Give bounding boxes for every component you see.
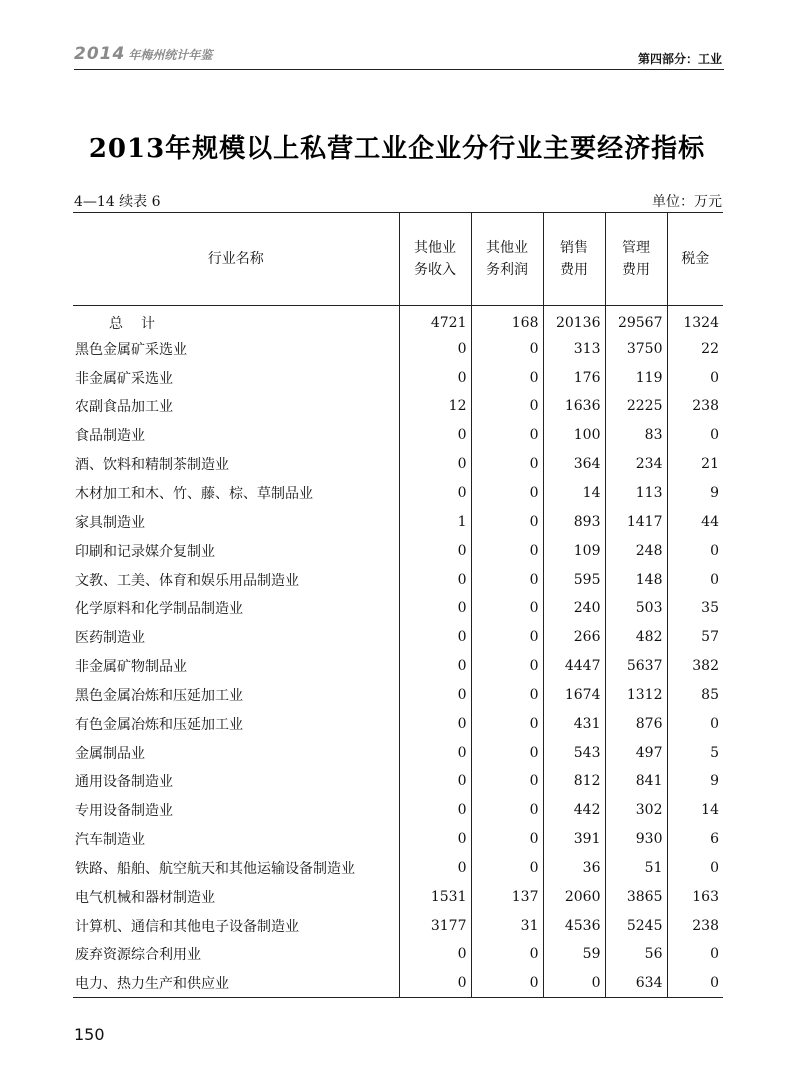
industry-name-cell: 非金属矿物制品业 bbox=[75, 659, 187, 676]
value-cell: 0 bbox=[667, 363, 723, 392]
table-row bbox=[73, 652, 723, 681]
table-row bbox=[73, 969, 723, 998]
value-cell: 109 bbox=[543, 536, 605, 565]
value-cell: 0 bbox=[399, 854, 471, 883]
value-cell: 1531 bbox=[399, 882, 471, 911]
column-header: 税金 bbox=[667, 213, 723, 306]
value-cell: 0 bbox=[471, 421, 543, 450]
value-cell: 238 bbox=[667, 911, 723, 940]
value-cell: 0 bbox=[471, 854, 543, 883]
value-cell: 59 bbox=[543, 940, 605, 969]
value-cell: 0 bbox=[471, 450, 543, 479]
value-cell: 137 bbox=[471, 882, 543, 911]
value-cell: 234 bbox=[605, 450, 667, 479]
value-cell: 0 bbox=[471, 796, 543, 825]
value-cell: 44 bbox=[667, 507, 723, 536]
value-cell: 3750 bbox=[605, 334, 667, 363]
value-cell: 364 bbox=[543, 450, 605, 479]
value-cell: 4536 bbox=[543, 911, 605, 940]
statistics-table bbox=[73, 212, 723, 998]
table-row-total bbox=[73, 306, 723, 335]
value-cell: 0 bbox=[399, 652, 471, 681]
column-header: 行业名称 bbox=[73, 213, 399, 306]
value-cell: 0 bbox=[399, 680, 471, 709]
value-cell: 0 bbox=[667, 940, 723, 969]
value-cell: 0 bbox=[471, 825, 543, 854]
industry-name-cell: 食品制造业 bbox=[75, 428, 145, 445]
value-cell: 313 bbox=[543, 334, 605, 363]
value-cell: 0 bbox=[399, 825, 471, 854]
industry-name-cell: 文教、工美、体育和娱乐用品制造业 bbox=[75, 572, 299, 589]
value-cell: 0 bbox=[543, 969, 605, 998]
value-cell: 2060 bbox=[543, 882, 605, 911]
industry-name-cell: 电气机械和器材制造业 bbox=[75, 889, 215, 906]
value-cell: 503 bbox=[605, 594, 667, 623]
value-cell: 51 bbox=[605, 854, 667, 883]
value-cell: 113 bbox=[605, 479, 667, 508]
value-cell: 0 bbox=[471, 767, 543, 796]
table-row bbox=[73, 854, 723, 883]
value-cell: 0 bbox=[399, 565, 471, 594]
value-cell: 163 bbox=[667, 882, 723, 911]
table-row bbox=[73, 940, 723, 969]
table-header-row bbox=[73, 213, 723, 306]
value-cell: 31 bbox=[471, 911, 543, 940]
table-row bbox=[73, 594, 723, 623]
table-row bbox=[73, 680, 723, 709]
value-cell: 2225 bbox=[605, 392, 667, 421]
table-row bbox=[73, 911, 723, 940]
value-cell: 119 bbox=[605, 363, 667, 392]
value-cell: 1312 bbox=[605, 680, 667, 709]
industry-name-cell: 废弃资源综合利用业 bbox=[75, 947, 201, 964]
table-row bbox=[73, 709, 723, 738]
industry-name-cell: 铁路、船舶、航空航天和其他运输设备制造业 bbox=[75, 860, 355, 877]
value-cell: 812 bbox=[543, 767, 605, 796]
industry-name-cell: 专用设备制造业 bbox=[75, 803, 173, 820]
value-cell: 240 bbox=[543, 594, 605, 623]
statistics-table-container bbox=[73, 212, 723, 998]
value-cell: 0 bbox=[399, 334, 471, 363]
yearbook-name: 年梅州统计年鉴 bbox=[128, 48, 213, 62]
industry-name-cell: 金属制品业 bbox=[75, 745, 145, 762]
value-cell: 930 bbox=[605, 825, 667, 854]
industry-name-cell: 家具制造业 bbox=[75, 514, 145, 531]
value-cell: 5637 bbox=[605, 652, 667, 681]
value-cell: 1636 bbox=[543, 392, 605, 421]
value-cell: 21 bbox=[667, 450, 723, 479]
value-cell: 0 bbox=[471, 392, 543, 421]
table-row bbox=[73, 421, 723, 450]
industry-name-cell: 印刷和记录媒介复制业 bbox=[75, 543, 215, 560]
value-cell: 5245 bbox=[605, 911, 667, 940]
value-cell: 841 bbox=[605, 767, 667, 796]
value-cell: 176 bbox=[543, 363, 605, 392]
table-row bbox=[73, 450, 723, 479]
value-cell: 1 bbox=[399, 507, 471, 536]
value-cell: 1674 bbox=[543, 680, 605, 709]
value-cell: 0 bbox=[399, 450, 471, 479]
value-cell: 0 bbox=[471, 652, 543, 681]
value-cell: 391 bbox=[543, 825, 605, 854]
value-cell: 0 bbox=[399, 421, 471, 450]
value-cell: 0 bbox=[399, 363, 471, 392]
table-row bbox=[73, 882, 723, 911]
table-row bbox=[73, 565, 723, 594]
value-cell: 0 bbox=[399, 479, 471, 508]
value-cell: 0 bbox=[667, 969, 723, 998]
header-divider bbox=[74, 69, 724, 70]
table-row bbox=[73, 623, 723, 652]
industry-name-cell: 电力、热力生产和供应业 bbox=[73, 969, 399, 998]
value-cell: 9 bbox=[667, 479, 723, 508]
industry-name-cell: 农副食品加工业 bbox=[75, 399, 173, 416]
value-cell: 266 bbox=[543, 623, 605, 652]
value-cell: 0 bbox=[667, 709, 723, 738]
value-cell: 100 bbox=[543, 421, 605, 450]
value-cell: 0 bbox=[399, 940, 471, 969]
value-cell: 0 bbox=[399, 623, 471, 652]
value-cell: 3177 bbox=[399, 911, 471, 940]
value-cell: 0 bbox=[667, 565, 723, 594]
value-cell: 0 bbox=[471, 363, 543, 392]
table-row bbox=[73, 738, 723, 767]
industry-name-cell: 黑色金属矿采选业 bbox=[75, 341, 187, 358]
value-cell: 876 bbox=[605, 709, 667, 738]
value-cell: 35 bbox=[667, 594, 723, 623]
value-cell: 57 bbox=[667, 623, 723, 652]
table-row bbox=[73, 796, 723, 825]
value-cell: 0 bbox=[471, 594, 543, 623]
value-cell: 0 bbox=[471, 479, 543, 508]
industry-name-cell: 计算机、通信和其他电子设备制造业 bbox=[75, 918, 299, 935]
value-cell: 0 bbox=[399, 709, 471, 738]
value-cell: 0 bbox=[471, 334, 543, 363]
value-cell: 0 bbox=[399, 767, 471, 796]
value-cell: 85 bbox=[667, 680, 723, 709]
industry-name-cell: 化学原料和化学制品制造业 bbox=[75, 601, 243, 618]
table-row bbox=[73, 479, 723, 508]
value-cell: 29567 bbox=[605, 306, 667, 335]
value-cell: 0 bbox=[399, 796, 471, 825]
table-code: 4—14 续表 6 bbox=[74, 194, 161, 210]
industry-name-cell: 通用设备制造业 bbox=[75, 774, 173, 791]
value-cell: 0 bbox=[399, 594, 471, 623]
value-cell: 248 bbox=[605, 536, 667, 565]
unit-label: 单位：万元 bbox=[652, 194, 722, 210]
industry-name-cell: 汽车制造业 bbox=[75, 832, 145, 849]
column-header: 其他业 务收入 bbox=[399, 213, 471, 306]
value-cell: 22 bbox=[667, 334, 723, 363]
value-cell: 9 bbox=[667, 767, 723, 796]
industry-name-cell: 非金属矿采选业 bbox=[75, 370, 173, 387]
table-row bbox=[73, 334, 723, 363]
column-header: 销售 费用 bbox=[543, 213, 605, 306]
value-cell: 0 bbox=[471, 709, 543, 738]
value-cell: 0 bbox=[399, 536, 471, 565]
value-cell: 497 bbox=[605, 738, 667, 767]
value-cell: 0 bbox=[667, 536, 723, 565]
value-cell: 634 bbox=[605, 969, 667, 998]
value-cell: 168 bbox=[471, 306, 543, 335]
industry-name-cell: 黑色金属冶炼和压延加工业 bbox=[75, 687, 243, 704]
value-cell: 0 bbox=[471, 623, 543, 652]
page-title: 2013年规模以上私营工业企业分行业主要经济指标 bbox=[88, 134, 706, 164]
industry-name-cell: 医药制造业 bbox=[75, 630, 145, 647]
value-cell: 3865 bbox=[605, 882, 667, 911]
value-cell: 4447 bbox=[543, 652, 605, 681]
value-cell: 6 bbox=[667, 825, 723, 854]
page-number: 150 bbox=[74, 1025, 105, 1044]
value-cell: 0 bbox=[471, 940, 543, 969]
yearbook-header bbox=[74, 44, 212, 64]
value-cell: 482 bbox=[605, 623, 667, 652]
value-cell: 0 bbox=[471, 738, 543, 767]
section-label: 第四部分：工业 bbox=[637, 52, 722, 66]
value-cell: 0 bbox=[399, 969, 471, 998]
value-cell: 0 bbox=[399, 738, 471, 767]
value-cell: 14 bbox=[543, 479, 605, 508]
value-cell: 1417 bbox=[605, 507, 667, 536]
value-cell: 0 bbox=[471, 536, 543, 565]
value-cell: 12 bbox=[399, 392, 471, 421]
value-cell: 14 bbox=[667, 796, 723, 825]
table-row bbox=[73, 507, 723, 536]
value-cell: 0 bbox=[471, 969, 543, 998]
value-cell: 56 bbox=[605, 940, 667, 969]
industry-name-cell: 有色金属冶炼和压延加工业 bbox=[75, 716, 243, 733]
value-cell: 238 bbox=[667, 392, 723, 421]
value-cell: 302 bbox=[605, 796, 667, 825]
value-cell: 595 bbox=[543, 565, 605, 594]
yearbook-year: 2014 bbox=[74, 44, 126, 64]
value-cell: 0 bbox=[471, 507, 543, 536]
value-cell: 1324 bbox=[667, 306, 723, 335]
table-row bbox=[73, 363, 723, 392]
table-row bbox=[73, 392, 723, 421]
value-cell: 0 bbox=[667, 421, 723, 450]
value-cell: 20136 bbox=[543, 306, 605, 335]
value-cell: 543 bbox=[543, 738, 605, 767]
value-cell: 36 bbox=[543, 854, 605, 883]
value-cell: 4721 bbox=[399, 306, 471, 335]
value-cell: 382 bbox=[667, 652, 723, 681]
column-header: 管理 费用 bbox=[605, 213, 667, 306]
table-row bbox=[73, 825, 723, 854]
value-cell: 442 bbox=[543, 796, 605, 825]
value-cell: 0 bbox=[471, 565, 543, 594]
industry-name-cell: 酒、饮料和精制茶制造业 bbox=[75, 457, 229, 474]
value-cell: 431 bbox=[543, 709, 605, 738]
value-cell: 148 bbox=[605, 565, 667, 594]
table-row bbox=[73, 767, 723, 796]
value-cell: 0 bbox=[667, 854, 723, 883]
column-header: 其他业 务利润 bbox=[471, 213, 543, 306]
industry-name-cell: 木材加工和木、竹、藤、棕、草制品业 bbox=[75, 485, 313, 502]
value-cell: 893 bbox=[543, 507, 605, 536]
value-cell: 5 bbox=[667, 738, 723, 767]
industry-name-cell: 总计 bbox=[109, 316, 173, 333]
value-cell: 83 bbox=[605, 421, 667, 450]
value-cell: 0 bbox=[471, 680, 543, 709]
table-row bbox=[73, 536, 723, 565]
